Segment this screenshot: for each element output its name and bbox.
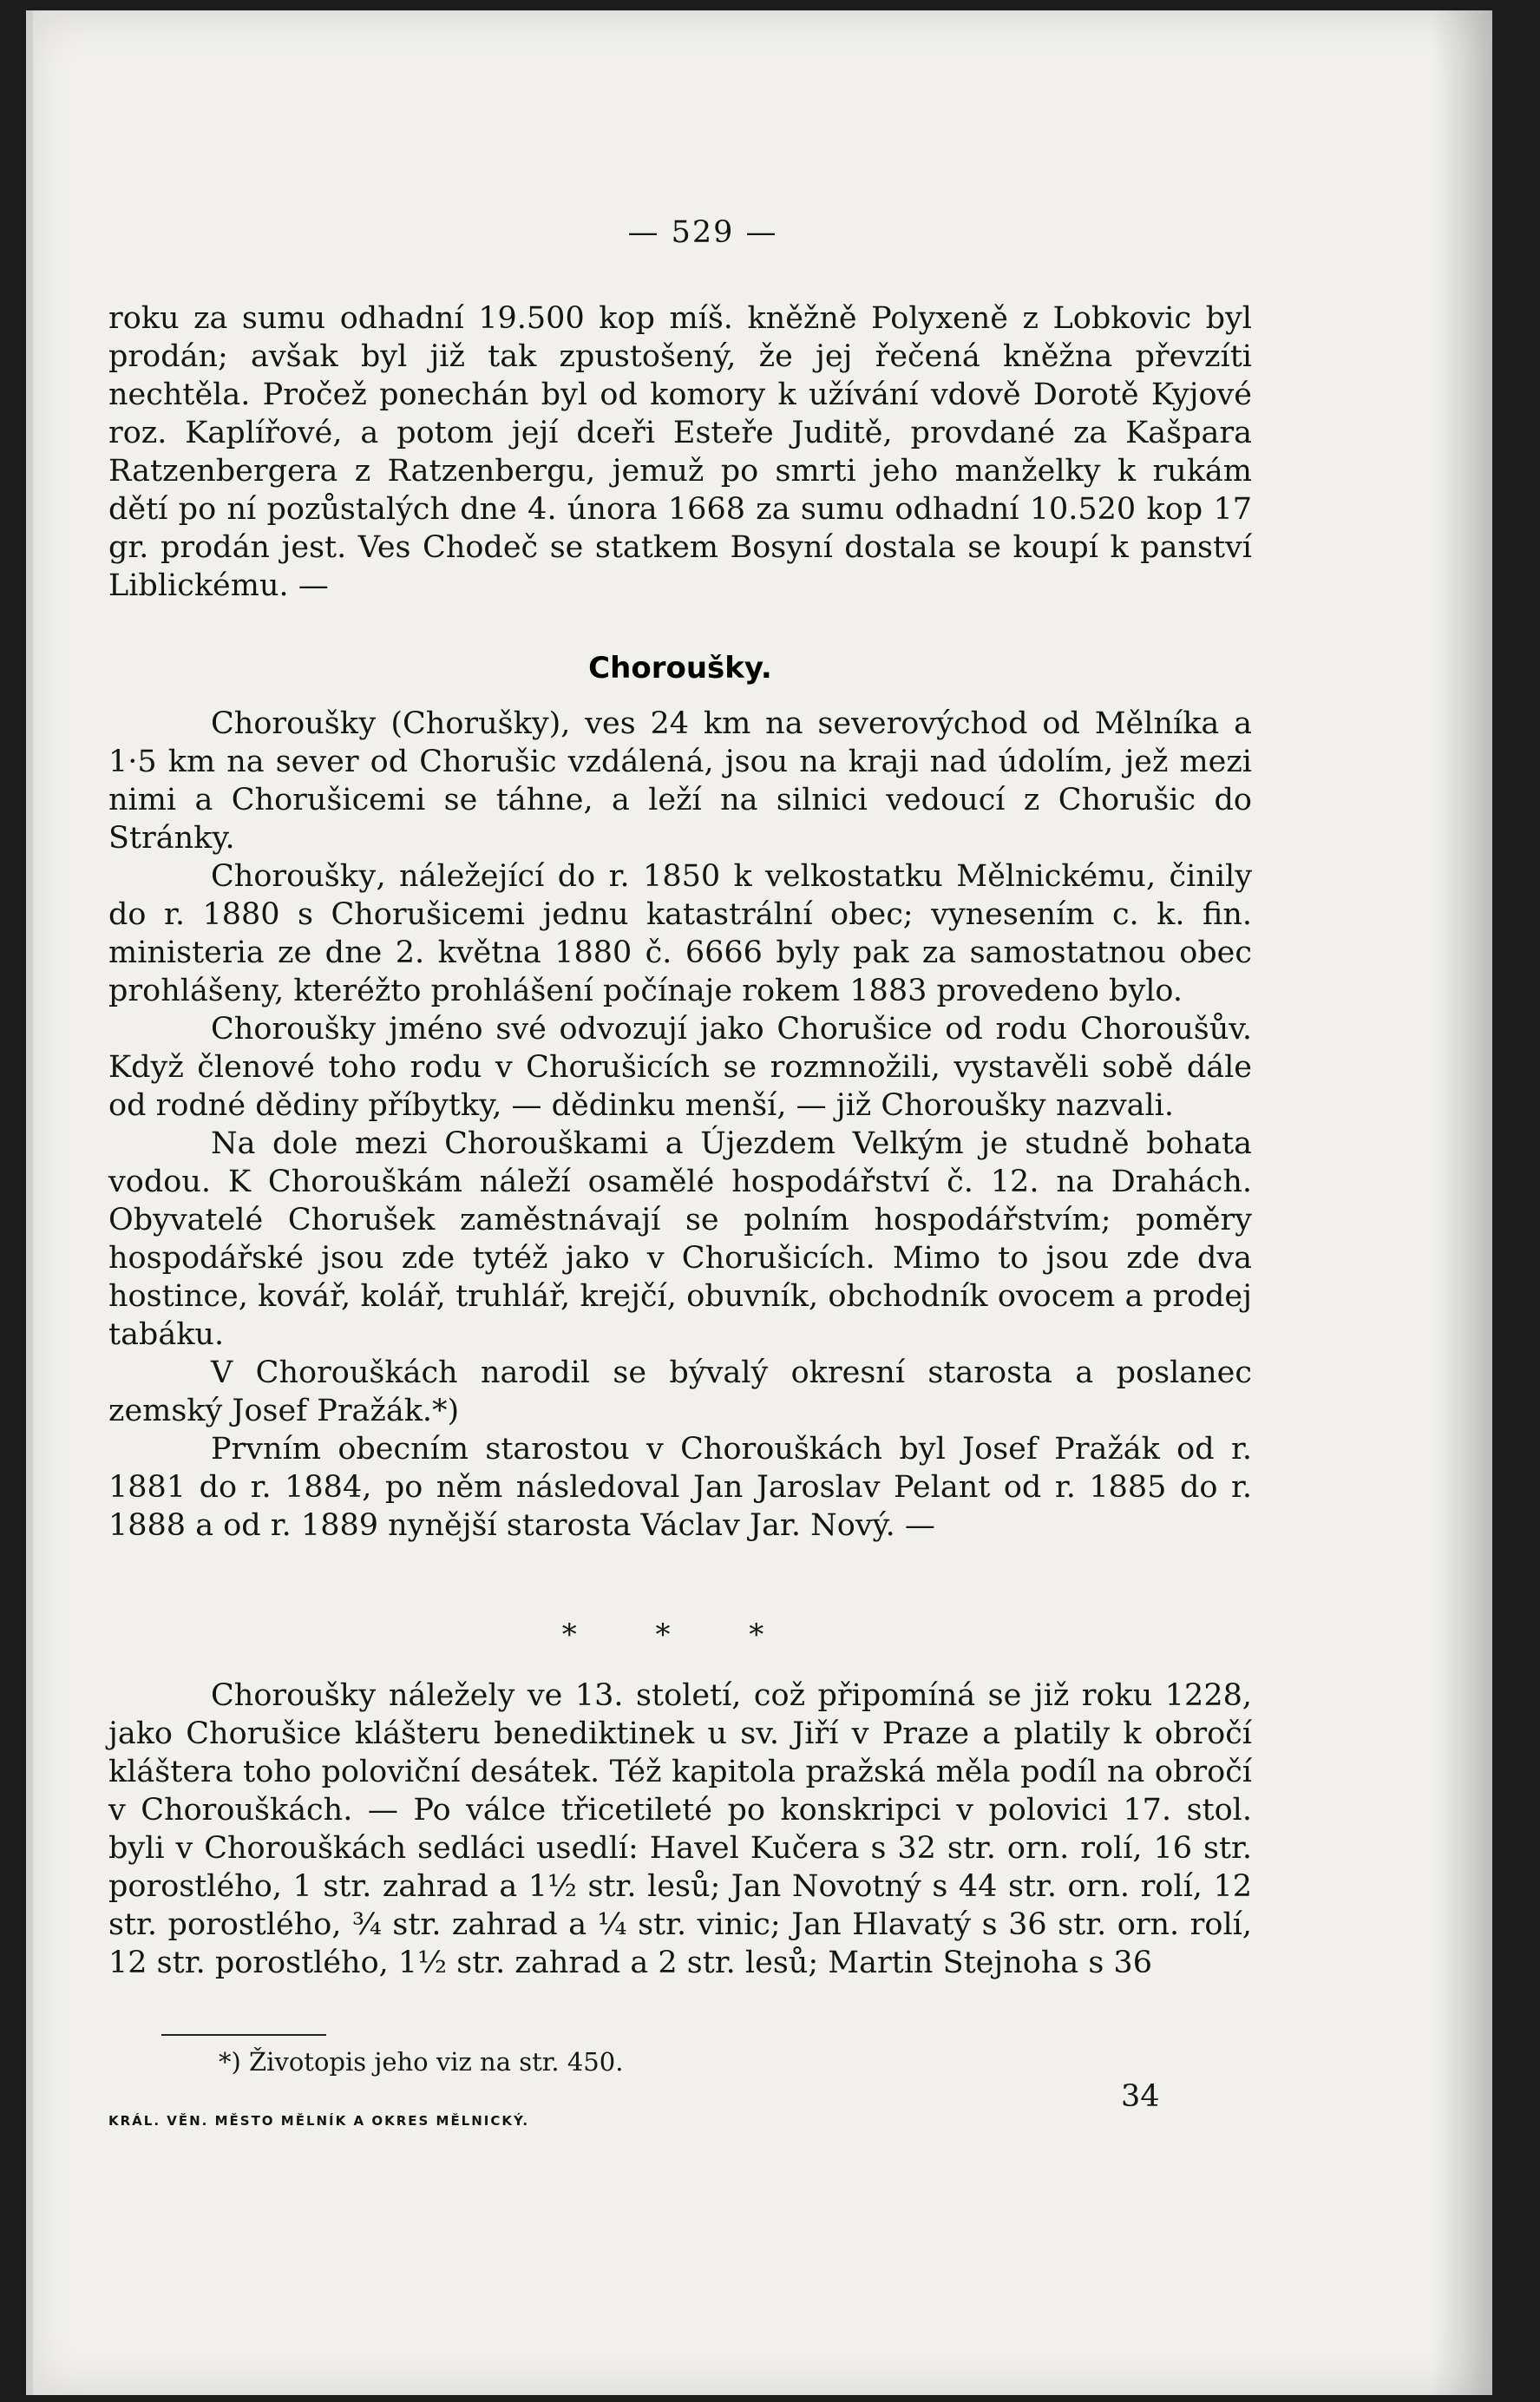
page-number: — 529 — xyxy=(627,215,778,250)
printer-signature: KRÁL. VĚN. MĚSTO MĚLNÍK A OKRES MĚLNICKÝ. xyxy=(108,2113,530,2129)
paragraph: Prvním obecním starostou v Chorouškách byl Josef Pražák od r. 1881 do r. 1884, po něm následoval Jan Jaroslav Pelant od r. 1885 do r. 1888 a od r. 1889 nynější starosta Václav Jar. Nový. — xyxy=(108,1432,1252,1543)
section-separator-stars: * * * xyxy=(561,1618,799,1652)
paragraph: V Chorouškách narodil se bývalý okresní starosta a poslanec zemský Josef Pražák.*) xyxy=(108,1355,1252,1428)
paragraph: Chorouškу, náležející do r. 1850 k velkostatku Mělnickému, činily do r. 1880 s Chorušicemi jednu katastrální obec; vynesením c. k. fin. ministeria ze dne 2. května 1880 č. 6666 byly pak za samostatnou obec prohlášeny, kteréžto prohlášení počínaje rokem 1883 provedeno bylo. xyxy=(108,859,1252,1008)
paragraph: Na dole mezi Chorouškami a Újezdem Velkým je studně bohata vodou. K Chorouškám náleží osamělé hospodářství č. 12. na Drahách. Obyvatelé Chorušek zaměstnávají se polním hospodářstvím; poměry hospodářské jsou zde tytéž jako v Chorušicích. Mimo to jsou zde dva hostince, kovář, kolář, truhlář, krejčí, obuvník, obchodník ovocem a prodej tabáku. xyxy=(108,1126,1252,1352)
paragraph: Chorouškу (Chorušky), ves 24 km na severovýchod od Mělníka a 1·5 km na sever od Chorušic vzdálená, jsou na kraji nad údolím, jež mezi nimi a Chorušicemi se táhne, a leží na silnici vedoucí z Chorušic do Stránky. xyxy=(108,706,1252,856)
footnote: *) Životopis jeho viz na str. 450. xyxy=(219,2047,624,2077)
paragraph: Chorouškу náležely ve 13. století, což připomíná se již roku 1228, jako Chorušice klášteru benediktinek u sv. Jiří v Praze a platily k obročí kláštera toho poloviční desátek. Též kapitola pražská měla podíl na obročí v Chorouškách. — Po válce třicetileté po konskripci v polovici 17. stol. byli v Chorouškách sedláci usedlí: Havel Kučera s 32 str. orn. rolí, 16 str. porostlého, 1 str. zahrad a 1½ str. lesů; Jan Novotný s 44 str. orn. rolí, 12 str. porostlého, ¾ str. zahrad a ¼ str. vinic; Jan Hlavatý s 36 str. orn. rolí, 12 str. porostlého, 1½ str. zahrad a 2 str. lesů; Martin Stejnoha s 36 xyxy=(108,1678,1252,1980)
section-heading: Choroušky. xyxy=(588,651,772,686)
page-spine-edge xyxy=(26,10,33,2395)
page-right-shadow xyxy=(1432,10,1492,2395)
paragraph: roku za sumu odhadní 19.500 kop míš. kněžně Polyxeně z Lobkovic byl prodán; avšak byl již tak zpustošený, že jej řečená kněžna převzíti nechtěla. Pročež ponechán byl od komory k užívání vdově Dorotě Kyjové roz. Kaplířové, a potom její dceři Esteře Juditě, provdané za Kašpara Ratzenbergera z Ratzenbergu, jemuž po smrti jeho manželky k rukám dětí po ní pozůstalých dne 4. února 1668 za sumu odhadní 10.520 kop 17 gr. prodán jest. Ves Chodeč se statkem Bosyní dostala se koupí k panství Liblickému. — xyxy=(108,301,1252,603)
opening-paragraph-block xyxy=(108,299,1252,605)
paragraph: Chorouškу jméno své odvozují jako Chorušice od rodu Choroušův. Když členové toho rodu v Chorušicích se rozmnožili, vystavěli sobě dále od rodné dědiny příbytky, — dědinku menší, — již Chorouškу nazvali. xyxy=(108,1012,1252,1123)
sheet-number: 34 xyxy=(1121,2079,1160,2114)
footnote-divider xyxy=(161,2034,326,2036)
village-description-block xyxy=(108,705,1252,1545)
history-paragraph-block xyxy=(108,1677,1252,1982)
